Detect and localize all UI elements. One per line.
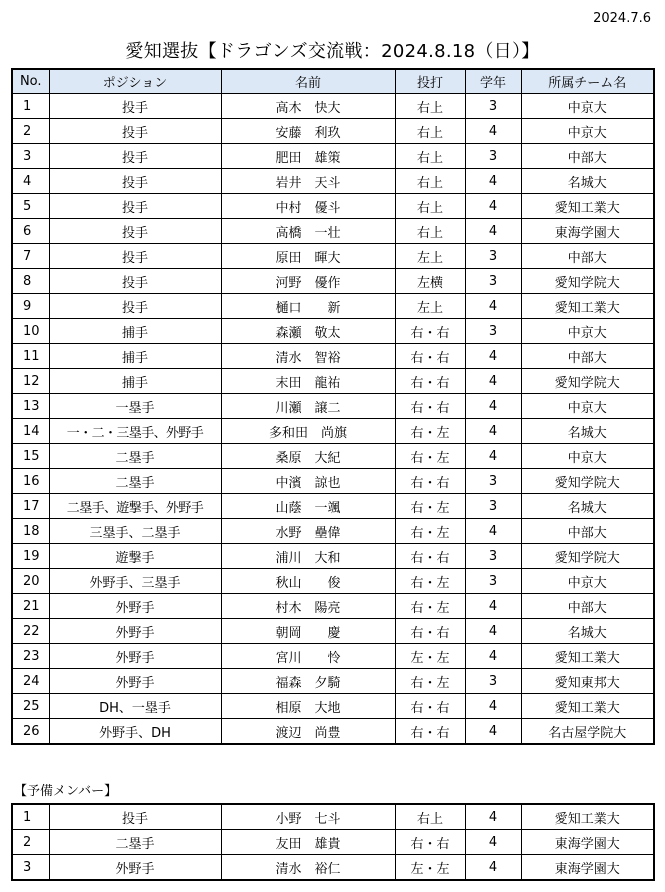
- cell-team: 愛知学院大: [521, 369, 654, 394]
- table-row: [12, 394, 654, 419]
- cell-bat-throw: 右・右: [395, 344, 465, 369]
- table-row: [12, 419, 654, 444]
- cell-no: 3: [12, 855, 49, 881]
- cell-no: 15: [12, 444, 49, 469]
- cell-bat-throw: 右・右: [395, 394, 465, 419]
- cell-no: 2: [12, 119, 49, 144]
- cell-name: 相原 大地: [221, 694, 395, 719]
- cell-name: 原田 暉大: [221, 244, 395, 269]
- header-year: 学年: [465, 69, 521, 94]
- cell-bat-throw: 左上: [395, 244, 465, 269]
- cell-bat-throw: 右・右: [395, 544, 465, 569]
- cell-position: 外野手、DH: [49, 719, 221, 745]
- reserve-table: [11, 803, 655, 881]
- cell-year: 3: [465, 144, 521, 169]
- table-row: [12, 269, 654, 294]
- cell-position: 投手: [49, 804, 221, 830]
- cell-year: 3: [465, 494, 521, 519]
- cell-name: 浦川 大和: [221, 544, 395, 569]
- cell-year: 3: [465, 544, 521, 569]
- cell-no: 13: [12, 394, 49, 419]
- cell-bat-throw: 右・右: [395, 469, 465, 494]
- cell-bat-throw: 右・左: [395, 494, 465, 519]
- cell-position: 投手: [49, 269, 221, 294]
- cell-position: 投手: [49, 119, 221, 144]
- cell-bat-throw: 右・左: [395, 594, 465, 619]
- cell-year: 4: [465, 169, 521, 194]
- cell-team: 愛知学院大: [521, 544, 654, 569]
- cell-name: 渡辺 尚豊: [221, 719, 395, 745]
- table-header-row: [12, 69, 654, 94]
- roster-table: [11, 68, 655, 745]
- cell-team: 名城大: [521, 169, 654, 194]
- cell-year: 4: [465, 855, 521, 881]
- table-row: [12, 830, 654, 855]
- cell-year: 3: [465, 269, 521, 294]
- cell-year: 4: [465, 344, 521, 369]
- table-row: [12, 444, 654, 469]
- cell-year: 3: [465, 94, 521, 119]
- cell-bat-throw: 左上: [395, 294, 465, 319]
- table-row: [12, 469, 654, 494]
- table-row: [12, 694, 654, 719]
- cell-name: 朝岡 慶: [221, 619, 395, 644]
- cell-bat-throw: 右上: [395, 194, 465, 219]
- cell-position: 投手: [49, 94, 221, 119]
- cell-name: 肥田 雄策: [221, 144, 395, 169]
- cell-name: 清水 智裕: [221, 344, 395, 369]
- cell-bat-throw: 右上: [395, 804, 465, 830]
- cell-team: 愛知工業大: [521, 694, 654, 719]
- cell-team: 東海学園大: [521, 855, 654, 881]
- header-name: 名前: [221, 69, 395, 94]
- cell-position: 捕手: [49, 319, 221, 344]
- cell-name: 川瀬 譲二: [221, 394, 395, 419]
- cell-bat-throw: 右・左: [395, 669, 465, 694]
- header-no: No.: [12, 69, 49, 94]
- cell-no: 4: [12, 169, 49, 194]
- cell-position: 捕手: [49, 344, 221, 369]
- table-row: [12, 494, 654, 519]
- table-row: [12, 169, 654, 194]
- table-row: [12, 119, 654, 144]
- cell-position: 二塁手: [49, 830, 221, 855]
- cell-name: 河野 優作: [221, 269, 395, 294]
- cell-year: 4: [465, 519, 521, 544]
- cell-no: 21: [12, 594, 49, 619]
- cell-position: 投手: [49, 144, 221, 169]
- cell-team: 愛知学院大: [521, 469, 654, 494]
- cell-team: 名古屋学院大: [521, 719, 654, 745]
- table-row: [12, 194, 654, 219]
- cell-year: 4: [465, 644, 521, 669]
- cell-position: 二塁手、遊撃手、外野手: [49, 494, 221, 519]
- cell-team: 愛知東邦大: [521, 669, 654, 694]
- cell-bat-throw: 右上: [395, 94, 465, 119]
- reserve-section-label: 【予備メンバー】: [14, 784, 118, 799]
- cell-no: 7: [12, 244, 49, 269]
- cell-position: 二塁手: [49, 469, 221, 494]
- cell-name: 中濱 諒也: [221, 469, 395, 494]
- cell-bat-throw: 右上: [395, 219, 465, 244]
- cell-no: 22: [12, 619, 49, 644]
- cell-name: 山蔭 一颯: [221, 494, 395, 519]
- header-bat-throw: 投打: [395, 69, 465, 94]
- cell-team: 中部大: [521, 244, 654, 269]
- cell-team: 中京大: [521, 119, 654, 144]
- cell-position: 投手: [49, 169, 221, 194]
- cell-team: 中京大: [521, 394, 654, 419]
- cell-no: 1: [12, 94, 49, 119]
- cell-position: 捕手: [49, 369, 221, 394]
- cell-team: 愛知工業大: [521, 804, 654, 830]
- cell-bat-throw: 右上: [395, 169, 465, 194]
- cell-name: 中村 優斗: [221, 194, 395, 219]
- cell-bat-throw: 右・右: [395, 694, 465, 719]
- cell-name: 水野 壘偉: [221, 519, 395, 544]
- cell-year: 4: [465, 594, 521, 619]
- cell-team: 愛知工業大: [521, 644, 654, 669]
- cell-no: 12: [12, 369, 49, 394]
- cell-team: 愛知工業大: [521, 294, 654, 319]
- header-team: 所属チーム名: [521, 69, 654, 94]
- cell-position: 三塁手、二塁手: [49, 519, 221, 544]
- cell-position: 投手: [49, 219, 221, 244]
- cell-bat-throw: 左横: [395, 269, 465, 294]
- document-title: 愛知選抜【ドラゴンズ交流戦：2024.8.18（日）】: [125, 41, 540, 62]
- cell-bat-throw: 右・左: [395, 519, 465, 544]
- table-row: [12, 519, 654, 544]
- cell-position: 外野手: [49, 855, 221, 881]
- cell-team: 中京大: [521, 444, 654, 469]
- table-row: [12, 719, 654, 745]
- cell-position: 投手: [49, 294, 221, 319]
- table-row: [12, 594, 654, 619]
- cell-team: 名城大: [521, 419, 654, 444]
- cell-team: 中京大: [521, 319, 654, 344]
- cell-team: 中部大: [521, 519, 654, 544]
- cell-team: 中京大: [521, 569, 654, 594]
- table-row: [12, 294, 654, 319]
- table-row: [12, 669, 654, 694]
- cell-year: 4: [465, 294, 521, 319]
- cell-position: 二塁手: [49, 444, 221, 469]
- table-row: [12, 644, 654, 669]
- cell-no: 6: [12, 219, 49, 244]
- cell-year: 4: [465, 444, 521, 469]
- cell-position: 投手: [49, 244, 221, 269]
- cell-bat-throw: 右・左: [395, 569, 465, 594]
- table-row: [12, 319, 654, 344]
- cell-bat-throw: 右・右: [395, 830, 465, 855]
- cell-name: 友田 雄貴: [221, 830, 395, 855]
- cell-name: 安藤 利玖: [221, 119, 395, 144]
- cell-name: 多和田 尚旗: [221, 419, 395, 444]
- cell-no: 2: [12, 830, 49, 855]
- cell-name: 小野 七斗: [221, 804, 395, 830]
- cell-no: 17: [12, 494, 49, 519]
- cell-year: 4: [465, 119, 521, 144]
- cell-name: 村木 陽亮: [221, 594, 395, 619]
- cell-no: 3: [12, 144, 49, 169]
- cell-year: 3: [465, 244, 521, 269]
- cell-year: 4: [465, 394, 521, 419]
- cell-team: 名城大: [521, 494, 654, 519]
- cell-position: 外野手: [49, 594, 221, 619]
- cell-no: 18: [12, 519, 49, 544]
- cell-year: 3: [465, 319, 521, 344]
- cell-position: 一・二・三塁手、外野手: [49, 419, 221, 444]
- cell-year: 3: [465, 669, 521, 694]
- cell-no: 25: [12, 694, 49, 719]
- cell-team: 愛知学院大: [521, 269, 654, 294]
- cell-year: 4: [465, 694, 521, 719]
- cell-position: 外野手: [49, 644, 221, 669]
- cell-name: 桑原 大紀: [221, 444, 395, 469]
- cell-no: 1: [12, 804, 49, 830]
- cell-bat-throw: 右・左: [395, 419, 465, 444]
- cell-name: 宮川 怜: [221, 644, 395, 669]
- cell-year: 4: [465, 804, 521, 830]
- cell-team: 名城大: [521, 619, 654, 644]
- cell-bat-throw: 左・左: [395, 855, 465, 881]
- cell-position: 投手: [49, 194, 221, 219]
- table-row: [12, 369, 654, 394]
- cell-year: 4: [465, 194, 521, 219]
- cell-year: 3: [465, 469, 521, 494]
- cell-name: 高橋 一壮: [221, 219, 395, 244]
- cell-no: 19: [12, 544, 49, 569]
- cell-name: 末田 龍祐: [221, 369, 395, 394]
- cell-year: 4: [465, 719, 521, 745]
- cell-bat-throw: 右・右: [395, 619, 465, 644]
- cell-position: DH、一塁手: [49, 694, 221, 719]
- cell-team: 東海学園大: [521, 830, 654, 855]
- cell-name: 福森 夕騎: [221, 669, 395, 694]
- cell-no: 24: [12, 669, 49, 694]
- cell-name: 高木 快大: [221, 94, 395, 119]
- table-row: [12, 244, 654, 269]
- cell-no: 20: [12, 569, 49, 594]
- cell-team: 中京大: [521, 94, 654, 119]
- cell-name: 清水 裕仁: [221, 855, 395, 881]
- cell-bat-throw: 右・右: [395, 369, 465, 394]
- cell-year: 3: [465, 569, 521, 594]
- cell-no: 16: [12, 469, 49, 494]
- cell-team: 愛知工業大: [521, 194, 654, 219]
- cell-position: 外野手、三塁手: [49, 569, 221, 594]
- cell-bat-throw: 左・左: [395, 644, 465, 669]
- cell-bat-throw: 右・右: [395, 319, 465, 344]
- cell-team: 東海学園大: [521, 219, 654, 244]
- cell-no: 23: [12, 644, 49, 669]
- cell-position: 一塁手: [49, 394, 221, 419]
- cell-no: 10: [12, 319, 49, 344]
- cell-no: 8: [12, 269, 49, 294]
- table-row: [12, 619, 654, 644]
- table-row: [12, 804, 654, 830]
- table-row: [12, 94, 654, 119]
- table-row: [12, 219, 654, 244]
- table-row: [12, 344, 654, 369]
- cell-name: 森瀬 敬太: [221, 319, 395, 344]
- cell-bat-throw: 右上: [395, 144, 465, 169]
- cell-bat-throw: 右上: [395, 119, 465, 144]
- cell-team: 中部大: [521, 344, 654, 369]
- table-row: [12, 544, 654, 569]
- cell-no: 26: [12, 719, 49, 745]
- cell-year: 4: [465, 369, 521, 394]
- header-position: ポジション: [49, 69, 221, 94]
- cell-no: 5: [12, 194, 49, 219]
- cell-no: 11: [12, 344, 49, 369]
- cell-bat-throw: 右・左: [395, 444, 465, 469]
- cell-position: 外野手: [49, 619, 221, 644]
- cell-year: 4: [465, 830, 521, 855]
- cell-year: 4: [465, 219, 521, 244]
- cell-name: 岩井 天斗: [221, 169, 395, 194]
- document-date: 2024.7.6: [593, 11, 651, 26]
- table-row: [12, 855, 654, 881]
- table-row: [12, 569, 654, 594]
- cell-year: 4: [465, 619, 521, 644]
- cell-name: 秋山 俊: [221, 569, 395, 594]
- cell-position: 外野手: [49, 669, 221, 694]
- cell-position: 遊撃手: [49, 544, 221, 569]
- cell-bat-throw: 右・右: [395, 719, 465, 745]
- cell-no: 14: [12, 419, 49, 444]
- table-row: [12, 144, 654, 169]
- cell-name: 樋口 新: [221, 294, 395, 319]
- cell-year: 4: [465, 419, 521, 444]
- cell-no: 9: [12, 294, 49, 319]
- cell-team: 中部大: [521, 594, 654, 619]
- cell-team: 中部大: [521, 144, 654, 169]
